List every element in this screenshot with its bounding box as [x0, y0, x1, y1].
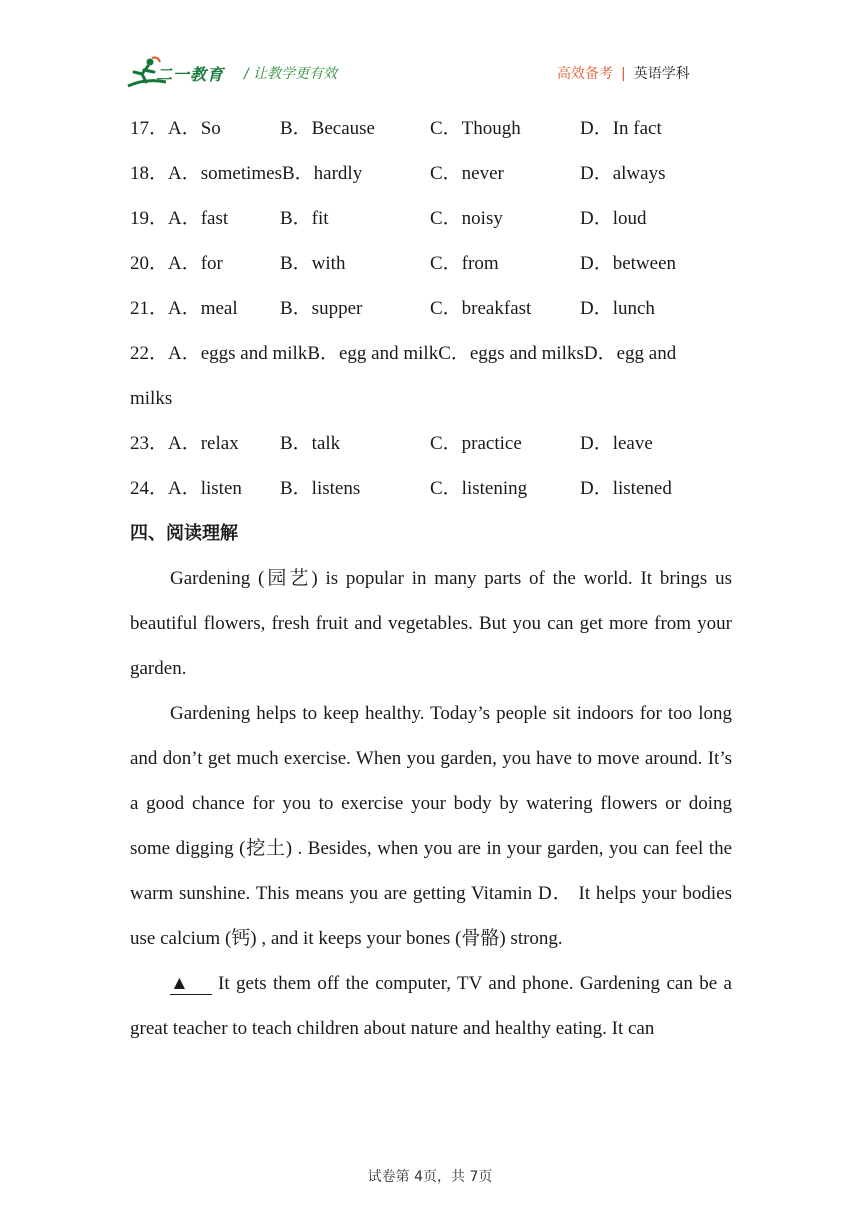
question-row — [130, 466, 732, 511]
option-b: B．supper — [280, 298, 363, 319]
header-right — [557, 63, 690, 83]
option-d: D．In fact — [580, 118, 662, 139]
paragraph-1: Gardening (园艺) is popular in many parts of the world. It brings us beautiful flowers, fresh fruit and vegetables. But you can get more from your garden. — [130, 568, 732, 679]
question-row — [130, 196, 732, 241]
slogan: / 让教学更有效 — [244, 66, 338, 82]
option-b: B．Because — [280, 118, 375, 139]
question-22-line2: milks — [130, 388, 173, 409]
header-tag-secondary: 英语学科 — [633, 66, 690, 82]
question-row — [130, 241, 732, 286]
header-tag-primary: 高效备考 — [557, 66, 613, 82]
option-d: D．listened — [580, 478, 672, 499]
page-footer: 试卷第 4页，共 7页 — [367, 1169, 493, 1185]
option-d: D．between — [580, 253, 677, 274]
header-separator: | — [621, 66, 626, 82]
question-row — [130, 151, 732, 196]
option-c: C．breakfast — [430, 298, 532, 319]
option-d: D．leave — [580, 433, 653, 454]
option-b: B．with — [280, 253, 346, 274]
reading-passage — [130, 556, 732, 1051]
option-b: B．listens — [280, 478, 361, 499]
paragraph-3 — [130, 961, 732, 1051]
question-row — [130, 106, 732, 151]
option-c: C．never — [430, 163, 504, 184]
option-a: 21．A．meal — [130, 298, 238, 319]
option-c: C．from — [430, 253, 499, 274]
option-d: D．loud — [580, 208, 647, 229]
option-a: 24．A．listen — [130, 478, 242, 499]
page-header — [0, 0, 860, 100]
option-d: D．lunch — [580, 298, 655, 319]
question-row — [130, 286, 732, 331]
page-content — [130, 106, 732, 1051]
option-a: 18．A．sometimesB．hardly — [130, 163, 363, 184]
option-c: C．Though — [430, 118, 521, 139]
option-c: C．practice — [430, 433, 522, 454]
option-c: C．noisy — [430, 208, 503, 229]
paragraph-3-text: It gets them off the computer, TV and phone. Gardening can be a great teacher to teach children about nature and healthy eating. It can — [130, 973, 732, 1039]
option-d: D．always — [580, 163, 666, 184]
option-b: B．fit — [280, 208, 329, 229]
logo-text: 二一教育 — [156, 65, 225, 84]
question-row — [130, 421, 732, 466]
section-title: 四、阅读理解 — [130, 523, 238, 544]
option-a: 23．A．relax — [130, 433, 239, 454]
option-b: B．talk — [280, 433, 341, 454]
question-22-line1: 22．A．eggs and milkB．egg and milkC．eggs and milksD．egg and — [130, 343, 677, 364]
option-a: 17．A．So — [130, 118, 221, 139]
paragraph-2: Gardening helps to keep healthy. Today’s people sit indoors for too long and don’t get much exercise. When you garden, you have to move around. It’s a good chance for you to exercise your body by watering flowers or doing some digging (挖土) . Besides, when you are in your garden, you can feel the warm sunshine. This means you are getting Vitamin D． It helps your bodies use calcium (钙) , and it keeps your bones (骨骼) strong. — [130, 703, 732, 949]
option-a: 19．A．fast — [130, 208, 229, 229]
answer-blank: ▲ — [170, 974, 212, 995]
option-c: C．listening — [430, 478, 528, 499]
option-a: 20．A．for — [130, 253, 223, 274]
